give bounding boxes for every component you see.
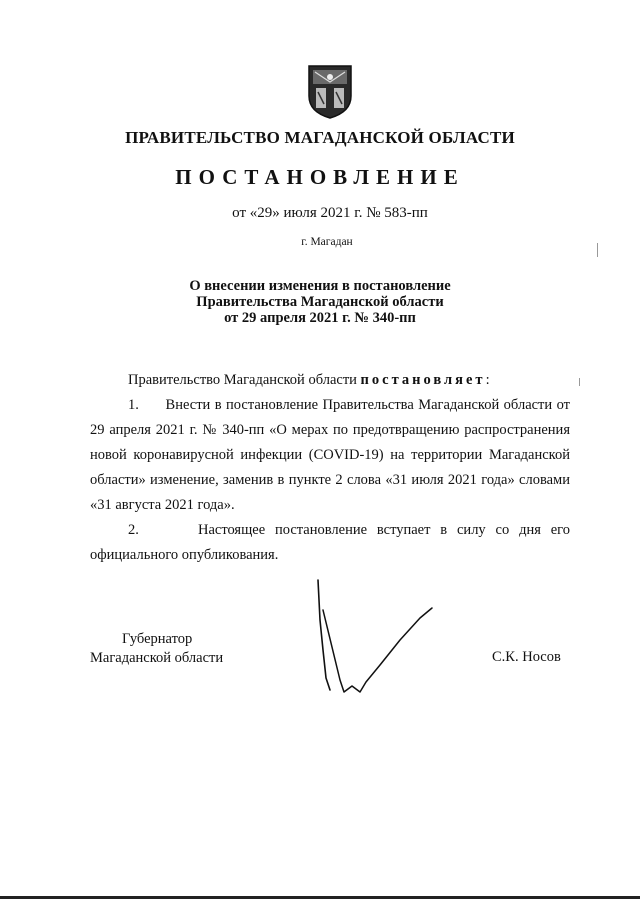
document-date-number: от «29» июля 2021 г. № 583-пп	[232, 205, 428, 221]
signatory-name: С.К. Носов	[492, 649, 561, 665]
item-2: 2. Настоящее постановление вступает в силу со дня его официального опубликования.	[90, 522, 570, 563]
preamble-verb: постановляет	[360, 372, 486, 388]
subject-line-2: Правительства Магаданской области	[196, 294, 444, 310]
document-type: ПОСТАНОВЛЕНИЕ	[175, 165, 465, 189]
signatory-position	[90, 630, 223, 668]
magadan-coat-of-arms-icon	[305, 62, 355, 120]
signatory-position-line-2: Магаданской области	[90, 650, 224, 666]
subject-line-1: О внесении изменения в постановление	[189, 278, 451, 294]
subject-line-3: от 29 апреля 2021 г. № 340-пп	[224, 310, 416, 326]
item-1: 1. Внести в постановление Правительства Магаданской области от 29 апреля 2021 г. № 340-пп «О мерах по предотвращению распространения новой коронавирусной инфекции (COVID-19) на территории Магаданской области» изменение, заменив в пункте 2 слова «31 июля 2021 года» словами «31 августа 2021 года».	[90, 397, 570, 513]
preamble-text: Правительство Магаданской области	[128, 372, 361, 388]
document-city: г. Магадан	[301, 236, 353, 248]
document-body	[90, 368, 570, 568]
bottom-rule	[0, 896, 640, 899]
handwritten-signature	[300, 570, 450, 710]
document-subject	[0, 278, 640, 326]
scan-mark	[579, 378, 580, 386]
government-name: ПРАВИТЕЛЬСТВО МАГАДАНСКОЙ ОБЛАСТИ	[125, 128, 515, 147]
scan-mark	[597, 243, 598, 257]
preamble	[90, 368, 570, 393]
preamble-colon: :	[485, 372, 490, 388]
signatory-position-line-1: Губернатор	[122, 631, 193, 647]
